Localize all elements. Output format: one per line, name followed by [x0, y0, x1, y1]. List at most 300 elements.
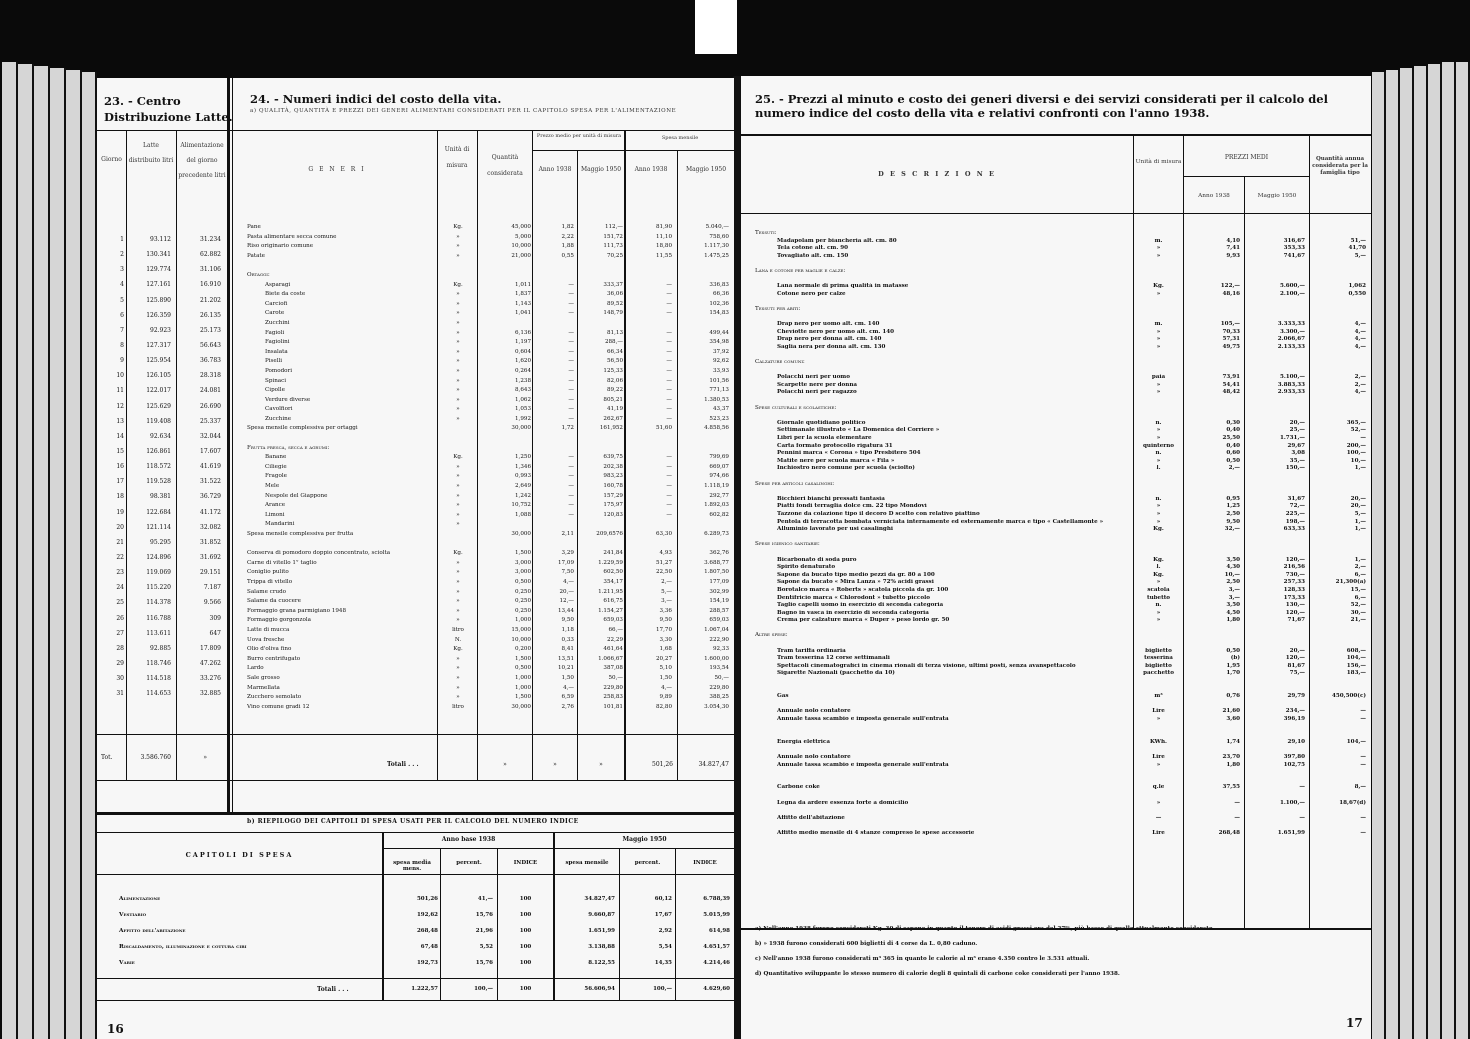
t25-a: 3,50: [1226, 602, 1240, 609]
t25-m: 633,33: [1283, 526, 1305, 533]
t25-q: 4,—: [1354, 328, 1366, 335]
t24-p38: —: [568, 300, 574, 307]
t23-alim-value: 41.172: [200, 508, 221, 516]
t24-s38: —: [666, 300, 672, 307]
t25-descrizione: Sapone da bucato « Mira Lanza » 72% acidi grassi: [777, 579, 934, 586]
t24-p50: 36,06: [606, 291, 623, 298]
t24-p38: —: [568, 377, 574, 384]
t23-day: 15: [116, 447, 124, 455]
t25-m: 2.933,33: [1277, 389, 1305, 396]
t24-s38: 11,55: [655, 252, 672, 259]
t24-unit: »: [456, 598, 460, 605]
t24-unit: »: [456, 578, 460, 585]
t24-row: [247, 483, 732, 493]
t25-row: [755, 283, 1367, 291]
t24-genere: Formaggio grana parmigiano 1948: [247, 607, 347, 614]
t24-q: 21,000: [511, 252, 531, 259]
t25-row: [755, 807, 1367, 815]
t23-latte-value: 130.341: [146, 251, 171, 259]
t23-latte-value: 121.114: [146, 523, 171, 531]
t24-genere: Conserva di pomodoro doppio concentrato, sciolta: [247, 550, 391, 557]
t25-row: [755, 822, 1367, 830]
t25-q: 200,—: [1346, 442, 1366, 449]
t24-row: [247, 349, 732, 359]
t25-descrizione: Spese per articoli casalinghi:: [755, 480, 835, 487]
t24-q: 1,242: [514, 492, 531, 499]
t24-unit: »: [456, 617, 460, 624]
t25-descrizione: Polacchi neri per uomo: [777, 374, 850, 381]
tb-i38: 100: [519, 896, 532, 902]
t24-s38: 4,93: [659, 550, 672, 557]
t24-s38: 20,27: [655, 655, 672, 662]
t23-day: 23: [116, 569, 124, 577]
t25-m: 198,—: [1285, 518, 1305, 525]
t24-q: 1,992: [514, 415, 531, 422]
t24-p50: 101,81: [603, 703, 623, 710]
t23-day: 4: [120, 281, 124, 289]
t25-row: [755, 253, 1367, 261]
t25-a: 9,93: [1226, 252, 1240, 259]
page-number-right: 17: [1346, 1016, 1363, 1030]
t25-q: 2,—: [1354, 564, 1366, 571]
t24-p38: —: [568, 502, 574, 509]
t25-a: 1,80: [1226, 761, 1240, 768]
t24-unit: »: [456, 463, 460, 470]
t25-m: 5.100,—: [1279, 374, 1305, 381]
t24-genere: Spesa mensile complessiva per frutta: [247, 531, 354, 537]
t24-p38: 1,50: [561, 674, 574, 681]
page-edge-right-4: [1414, 66, 1428, 1039]
t25-a: 1,25: [1226, 503, 1240, 510]
t23-day: 12: [116, 402, 124, 410]
t23-latte-value: 92.634: [150, 432, 171, 440]
t24-s38: —: [666, 492, 672, 499]
t24-p50: 157,29: [603, 492, 623, 499]
t24-p50: 125,33: [603, 367, 623, 374]
t25-u: m.: [1154, 321, 1163, 328]
t25-row: [755, 792, 1367, 800]
t25-a: 0,95: [1226, 495, 1240, 502]
t25-m: 225,—: [1285, 510, 1305, 517]
t25-descrizione: Drap nero per donna alt. cm. 140: [777, 336, 882, 343]
t24-q: 1,000: [514, 674, 531, 681]
t25-row: [755, 739, 1367, 747]
t25-row: [755, 541, 1367, 549]
t25-m: 353,33: [1283, 245, 1305, 252]
t23-alim-value: 647: [209, 629, 221, 637]
t24-unit: »: [456, 300, 460, 307]
t24-p50: 1.066,67: [598, 655, 623, 662]
tb-i50: 614,98: [708, 928, 730, 934]
t24-p50: 983,23: [603, 473, 623, 480]
t24-q: 8,643: [514, 387, 531, 394]
t24-row: [247, 339, 732, 349]
t25-row: [755, 450, 1367, 458]
t24-s50: 50,—: [714, 674, 729, 681]
tb-i38: 100: [519, 928, 532, 934]
t24-s50: 354,98: [709, 339, 729, 346]
t24-q: 5,000: [514, 233, 531, 240]
t25-m: 257,33: [1283, 579, 1305, 586]
t25-row: [755, 716, 1367, 724]
t25-m: 29,67: [1287, 442, 1305, 449]
t24-row: [247, 617, 732, 627]
t23-latte-value: 119.528: [146, 478, 171, 486]
t25-a: 23,70: [1222, 753, 1240, 760]
t25-q: 52,—: [1350, 602, 1366, 609]
t25-u: Kg.: [1153, 526, 1164, 533]
t24-p50: 1.154,27: [598, 607, 623, 614]
t24-q: 30,000: [511, 703, 531, 710]
t24-unit: »: [456, 387, 460, 394]
t24-s38: —: [666, 291, 672, 298]
t24-s50: 6.289,73: [704, 531, 729, 537]
t23-day: 2: [120, 251, 124, 259]
t24-p50: 66,34: [606, 348, 623, 355]
t25-descrizione: Tram tesserina 12 corse settimanali: [777, 655, 890, 662]
t25-row: [755, 344, 1367, 352]
tb-h-perc: percent.: [456, 860, 482, 866]
t25-row: [755, 465, 1367, 473]
t24-p38: —: [568, 367, 574, 374]
t23-day: 17: [116, 478, 124, 486]
t24-genere: Limoni: [265, 511, 285, 518]
t23-latte-value: 129.774: [146, 266, 171, 274]
t25-m: 72,—: [1289, 503, 1305, 510]
page-number-left: 16: [107, 1022, 124, 1036]
t25-m: 1.731,—: [1279, 435, 1305, 442]
tb-tot-i50: 4.629,60: [703, 986, 730, 992]
t25-q: 51,—: [1350, 237, 1366, 244]
t24-q: 45,000: [511, 224, 531, 230]
t24-s50: 5.040,—: [705, 224, 729, 230]
t23-title: Distribuzione Latte.: [104, 110, 233, 124]
t25-m: 81,67: [1287, 662, 1305, 669]
tb-s50: 3.138,88: [588, 944, 615, 950]
t24-genere: Zucchini: [265, 319, 290, 326]
t24-genere: Salame crudo: [247, 588, 287, 595]
t24-row: [247, 416, 732, 426]
t25-row: [755, 374, 1367, 382]
t24-row: [247, 704, 732, 714]
t24-subtitle: a) QUALITÀ, QUANTITÀ E PREZZI DEI GENERI ALIMENTARI CONSIDERATI PER IL CAPITOLO SPESA PER L'ALIMENTAZIONE: [250, 108, 677, 114]
tb-p50: 2,92: [658, 928, 672, 934]
t24-s38: —: [666, 406, 672, 413]
t25-descrizione: Taglio capelli uomo in esercizio di seconda categoria: [777, 602, 944, 609]
t25-descrizione: Spettacoli cinematografici in cinema rionali di terza visione, ultimi posti, senza avanspettacolo: [777, 662, 1076, 669]
left-page: [97, 78, 734, 1039]
t24-row: [247, 234, 732, 244]
t25-u: Kg.: [1153, 571, 1164, 578]
t24-q: 2,649: [514, 483, 531, 490]
t25-row: [755, 784, 1367, 792]
t25-descrizione: Lana normale di prima qualità in matasse: [777, 283, 909, 290]
t25-m: 2.066,67: [1277, 336, 1305, 343]
t24-genere: Spesa mensile complessiva per ortaggi: [247, 425, 358, 432]
t25-descrizione: Tela cotone alt. cm. 90: [777, 245, 849, 252]
tb-p50: 14,35: [654, 960, 672, 966]
t24-p50: 1.229,59: [598, 559, 623, 566]
t24-p38: 0,33: [561, 636, 574, 643]
t24-unit: »: [456, 492, 460, 499]
tb-sub-rule: [382, 848, 734, 849]
t24-genere: Cavolfiori: [265, 406, 293, 413]
t24-col-maggio-p: Maggio 1950: [580, 166, 622, 173]
t24-s50: 92,62: [712, 358, 729, 365]
tb-h-perc2: percent.: [634, 860, 661, 866]
t25-row: [755, 701, 1367, 709]
t24-s50: 669,07: [709, 463, 729, 470]
t25-q: 10,—: [1350, 457, 1366, 464]
t23-day: 8: [120, 341, 124, 349]
t24-genere: Coniglio pulito: [247, 569, 289, 576]
t25-row: [755, 617, 1367, 625]
t24-unit: »: [456, 367, 460, 374]
t23-day: 21: [116, 538, 124, 546]
t24-p38: —: [568, 339, 574, 346]
t24-s38: 9,50: [659, 617, 672, 624]
t24-row: [247, 330, 732, 340]
t25-a: 25,50: [1222, 435, 1240, 442]
t24-unit: »: [456, 607, 460, 614]
t24-s38: 3,36: [659, 607, 672, 614]
t25-descrizione: Libri per la scuola elementare: [777, 435, 872, 442]
t24-row: [247, 406, 732, 416]
t24-s38: 11,10: [655, 233, 672, 240]
t25-row: [755, 298, 1367, 306]
t24-s50: 523,23: [709, 415, 729, 422]
t24-unit: »: [456, 473, 460, 480]
t24-p38: —: [568, 511, 574, 518]
t24-genere: Mandarini: [265, 521, 295, 528]
t25-u: »: [1156, 579, 1161, 586]
t25-row: [755, 321, 1367, 329]
t24-p50: 111,73: [603, 243, 623, 250]
t24-s38: —: [666, 463, 672, 470]
t25-u: »: [1156, 799, 1161, 806]
page-edge-left-3: [34, 66, 50, 1039]
t25-row: [755, 397, 1367, 405]
t25-descrizione: Carbone coke: [777, 784, 820, 791]
t25-q: 5,—: [1354, 252, 1366, 259]
t25-descrizione: Cotone nero per calze: [777, 290, 846, 297]
section-b-rule: [97, 812, 734, 815]
t25-m: 29,10: [1287, 738, 1305, 745]
t25-descrizione: Tram tariffa ordinaria: [777, 647, 846, 654]
t23-alim-value: 25.337: [200, 417, 221, 425]
t25-row: [755, 443, 1367, 451]
t24-q: 10,000: [511, 636, 531, 643]
t25-row: [755, 587, 1367, 595]
t25-row: [755, 648, 1367, 656]
t24-row: [247, 464, 732, 474]
tb-p50: 60,12: [654, 896, 672, 902]
t24-p50: 262,67: [603, 415, 623, 422]
t23-alim-value: 16.910: [200, 281, 221, 289]
t24-p38: —: [568, 483, 574, 490]
t24-row: [247, 368, 732, 378]
t23-latte-value: 126.359: [146, 311, 171, 319]
t25-descrizione: Tessuti per abiti:: [755, 305, 801, 312]
t24-genere: Sale grosso: [247, 674, 280, 681]
t24-s38: 63,30: [655, 531, 672, 537]
t25-row: [755, 488, 1367, 496]
t24-q: 1,011: [514, 281, 531, 288]
t23-alim-value: 36.783: [200, 357, 221, 365]
t23-alim-value: 32.082: [200, 523, 221, 531]
t24-row: [247, 262, 732, 272]
t25-descrizione: Borotalco marca « Roberts » scatola piccola da gr. 100: [777, 586, 949, 593]
t25-u: »: [1156, 427, 1161, 434]
t24-q: 1,062: [514, 396, 531, 403]
t25-u: n.: [1155, 602, 1162, 609]
t24-p50: 639,75: [603, 454, 623, 461]
t23-day: 19: [116, 508, 124, 516]
t24-unit: »: [456, 674, 460, 681]
tb-p50: 5,54: [658, 944, 672, 950]
tb-h-indice: INDICE: [513, 860, 538, 866]
tb-tot-label: Totali . . .: [317, 986, 349, 993]
t24-p38: 10,21: [557, 665, 574, 672]
t24-s38: 2,—: [661, 578, 672, 585]
t24-q: 0,500: [514, 665, 531, 672]
t24-genere: Trippa di vitello: [247, 578, 293, 585]
t23-alim-value: 26.135: [200, 311, 221, 319]
t24-s50: 154,83: [709, 310, 729, 317]
t25-a: 122,—: [1220, 283, 1240, 290]
t25-m: 20,—: [1289, 647, 1305, 654]
t25-m: 120,—: [1285, 655, 1305, 662]
t24-unit: »: [456, 358, 460, 365]
t24-genere: Nespole del Giappone: [265, 492, 328, 499]
t24-unit: »: [456, 233, 460, 240]
t24-p38: —: [568, 492, 574, 499]
t25-a: 1,74: [1226, 738, 1240, 745]
t25-u: »: [1156, 389, 1161, 396]
t25-descrizione: Inchiostro nero comune per scuola (sciolto): [777, 465, 915, 472]
t25-row: [755, 762, 1367, 770]
t24-totali-p38: »: [553, 761, 557, 768]
t24-row: [247, 598, 732, 608]
t24-p38: 1,82: [561, 224, 574, 230]
t25-a: 268,48: [1218, 829, 1240, 836]
t24-genere: Olio d'oliva fino: [247, 646, 292, 653]
t25-m: 216,56: [1283, 564, 1305, 571]
t25-u: »: [1156, 518, 1161, 525]
t25-q: 15,—: [1350, 586, 1366, 593]
t24-totali-label: Totali . . .: [387, 761, 419, 768]
t25-q: 6,—: [1354, 571, 1366, 578]
t25-u: m.: [1154, 237, 1163, 244]
t24-row: [247, 454, 732, 464]
t25-q: 8,—: [1354, 784, 1366, 791]
t24-row: [247, 521, 732, 531]
t25-m: 35,—: [1289, 457, 1305, 464]
t25-q: —: [1360, 814, 1366, 821]
t24-s38: 51,60: [655, 425, 672, 432]
t24-unit: »: [456, 684, 460, 691]
t24-row: [247, 310, 732, 320]
t24-q: 3,000: [514, 569, 531, 576]
t25-u: »: [1156, 503, 1161, 510]
t25-descrizione: Calzature comuni:: [755, 359, 805, 366]
t24-s50: 102,36: [709, 300, 729, 307]
t23-col-alim: Alimentazione del giorno precedente litri: [178, 142, 226, 179]
t24-s38: —: [666, 310, 672, 317]
t23-day: 30: [116, 675, 124, 683]
t25-u: m³: [1154, 693, 1163, 700]
t24-q: 1,500: [514, 550, 531, 557]
t23-day: 1: [120, 236, 124, 243]
right-page: [741, 76, 1371, 1039]
t24-genere: Biete da coste: [265, 291, 306, 298]
t25-q: 21,—: [1350, 617, 1366, 624]
divider-23-24-thin: [232, 78, 233, 812]
t24-genere: Fragole: [265, 473, 287, 480]
t25-q: 6,—: [1354, 594, 1366, 601]
t25-descrizione: Legna da ardere essenza forte a domicilio: [777, 799, 909, 806]
t23-latte-value: 113.611: [146, 629, 171, 637]
t23-latte-value: 92.923: [150, 326, 171, 334]
page-edge-left-2: [18, 64, 34, 1039]
footnote-b: b) » 1938 furono considerati 600 biglietti di 4 corse da L. 0,80 caduno.: [755, 941, 978, 947]
t25-m: 173,33: [1283, 594, 1305, 601]
t24-row: [247, 473, 732, 483]
t24-row: [247, 675, 732, 685]
t25-a: 0,30: [1226, 419, 1240, 426]
t25-row: [755, 708, 1367, 716]
tb-p38: 21,96: [475, 928, 493, 934]
t24-s50: 43,37: [712, 406, 729, 413]
t24-p38: —: [568, 463, 574, 470]
t25-row: [755, 230, 1367, 238]
t25-m: 730,—: [1285, 571, 1305, 578]
t25-u: »: [1156, 609, 1161, 616]
tb-s38: 501,26: [416, 896, 438, 902]
t24-p50: 81,13: [606, 329, 623, 336]
t24-genere: Vino comune gradi 12: [247, 703, 310, 710]
t25-u: »: [1156, 381, 1161, 388]
t25-m: 25,—: [1289, 427, 1305, 434]
t23-alim-value: 21.202: [200, 296, 221, 304]
t23-latte-value: 114.378: [146, 599, 171, 607]
t24-col-anno-p: Anno 1938: [538, 166, 572, 173]
t25-descrizione: Annuale nolo contatore: [777, 753, 851, 760]
tb-total-rule: [97, 978, 734, 979]
tb-i50: 5.015,99: [703, 912, 730, 918]
page-edge-right-6: [1442, 62, 1456, 1039]
t23-total-latte: 3.586.760: [140, 754, 171, 761]
t24-s50: 771,13: [709, 387, 729, 394]
t25-a: 10,—: [1224, 571, 1240, 578]
t24-unit: »: [456, 252, 460, 259]
t24-row: [247, 291, 732, 301]
t25-row: [755, 534, 1367, 542]
t24-unit: litro: [452, 703, 464, 710]
t23-day: 16: [116, 463, 124, 471]
t25-a: 57,31: [1222, 336, 1240, 343]
t24-genere: Salame da cuocere: [247, 598, 301, 605]
t24-row: [247, 282, 732, 292]
t24-p50: 151,72: [603, 233, 623, 240]
t25-u: »: [1156, 245, 1161, 252]
tb-col-capitoli: CAPITOLI DI SPESA: [185, 851, 294, 859]
t25-descrizione: Affitto dell'abitazione: [777, 814, 845, 821]
t25-q: 21,300(a): [1335, 579, 1366, 586]
t23-latte-value: 93.112: [150, 236, 171, 243]
t23-alim-value: 32.885: [200, 690, 221, 698]
t25-row: [755, 427, 1367, 435]
